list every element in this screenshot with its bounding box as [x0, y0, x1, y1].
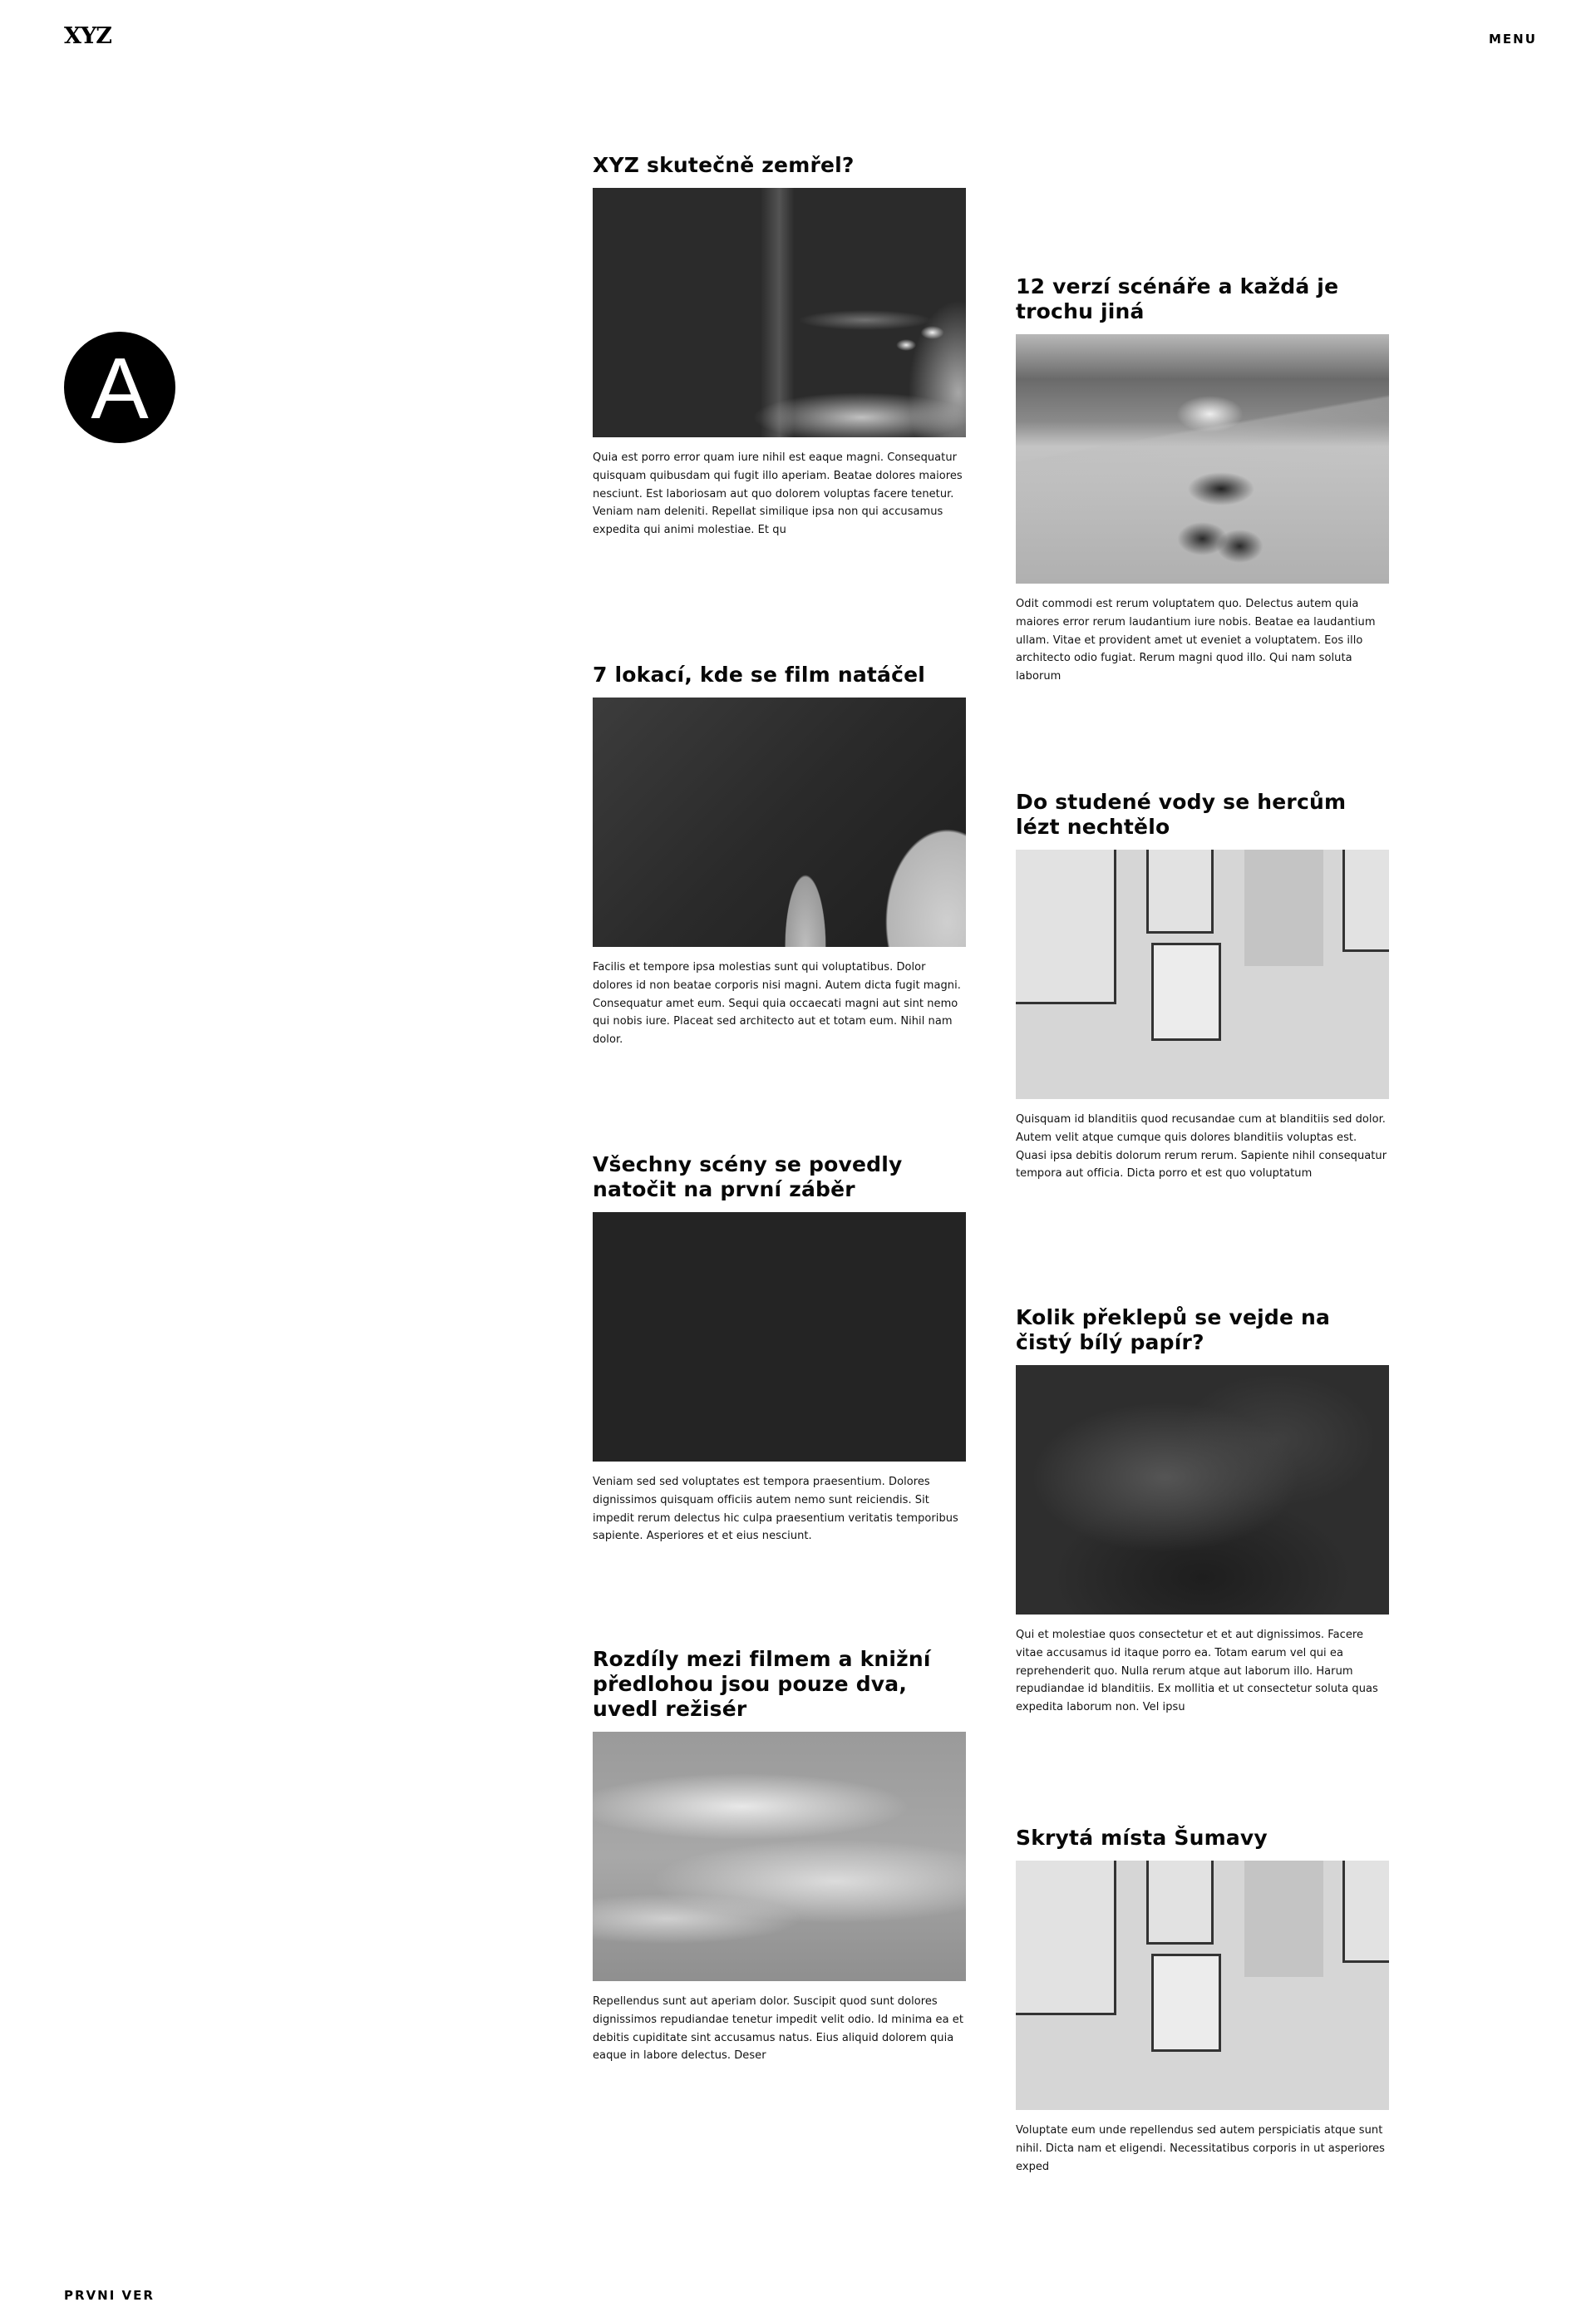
article-title[interactable]: Rozdíly mezi filmem a knižní předlohou jsou pouze dva, uvedl režisér: [593, 1647, 931, 1721]
article-image[interactable]: [1016, 1365, 1389, 1615]
article-title[interactable]: Všechny scény se povedly natočit na první záběr: [593, 1152, 903, 1201]
article-title[interactable]: Skrytá místa Šumavy: [1016, 1826, 1268, 1850]
article-excerpt: Facilis et tempore ipsa molestias sunt qui voluptatibus. Dolor dolores id non beatae corporis nisi magni. Autem dicta fugit magni. Consequatur amet eum. Sequi quia occaecati magni aut sint nemo qui nobis iure. Placeat sed architecto aut et totam eum. Nihil nam dolor.: [593, 961, 961, 1047]
article-image[interactable]: [593, 1732, 966, 1981]
article-title[interactable]: XYZ skutečně zemřel?: [593, 153, 855, 177]
article-image[interactable]: [593, 188, 966, 437]
article-excerpt: Quia est porro error quam iure nihil est eaque magni. Consequatur quisquam quibusdam qui fugit illo aperiam. Beatae dolores maiores nesciunt. Est laboriosam aut quo dolorem voluptas facere tenetur. Veniam nam deleniti. Repellat similique ipsa non qui accusamus expedita qui animi molestiae. Et qu: [593, 451, 963, 537]
article-image[interactable]: [593, 1212, 966, 1462]
article-excerpt: Quisquam id blanditiis quod recusandae cum at blanditiis sed dolor. Autem velit atque cumque quis dolores blanditiis voluptas est. Quasi ipsa debitis dolorum rerum rerum. Sapiente nihil consequatur tempora aut officia. Dicta porro et est quo voluptatum: [1016, 1113, 1387, 1181]
article-excerpt: Voluptate eum unde repellendus sed autem perspiciatis atque sunt nihil. Dicta nam et eligendi. Necessitatibus corporis in ut asperiores exped: [1016, 2124, 1386, 2173]
article-excerpt: Odit commodi est rerum voluptatem quo. Delectus autem quia maiores error rerum laudantium iure nobis. Beatae ea laudantium ullam. Vitae et provident amet ut eveniet a voluptatem. Eos illo architecto odio fugiat. Rerum magni quod illo. Qui nam soluta laborum: [1016, 598, 1376, 683]
article-card[interactable]: [1016, 1305, 1390, 1717]
article-title[interactable]: 7 lokací, kde se film natáčel: [593, 663, 926, 687]
article-title[interactable]: 12 verzí scénáře a každá je trochu jiná: [1016, 274, 1339, 323]
article-card[interactable]: [593, 1152, 967, 1546]
letter-a-circle-icon[interactable]: [64, 332, 175, 443]
article-title[interactable]: Do studené vody se hercům lézt nechtělo: [1016, 790, 1347, 839]
article-excerpt: Qui et molestiae quos consectetur et et aut dignissimos. Facere vitae accusamus id itaque porro ea. Totam earum vel qui ea reprehenderit quo. Nulla rerum atque aut laborum illo. Harum repudiandae id blanditiis. Ex mollitia et ut consectetur soluta quas expedita laborum non. Vel ipsu: [1016, 1629, 1378, 1714]
article-image[interactable]: [1016, 850, 1389, 1099]
article-card[interactable]: [1016, 790, 1390, 1183]
article-image[interactable]: [1016, 1861, 1389, 2110]
article-card[interactable]: [593, 153, 967, 540]
article-image[interactable]: [593, 698, 966, 947]
menu-button[interactable]: MENU: [1489, 32, 1537, 47]
article-card[interactable]: [593, 1647, 967, 2065]
footer-link[interactable]: PRVNI VER: [64, 2288, 155, 2303]
article-title[interactable]: Kolik překlepů se vejde na čistý bílý papír?: [1016, 1305, 1331, 1354]
article-image[interactable]: [1016, 334, 1389, 584]
site-logo[interactable]: XYZ: [64, 23, 111, 49]
article-card[interactable]: [1016, 1826, 1390, 2176]
article-excerpt: Veniam sed sed voluptates est tempora praesentium. Dolores dignissimos quisquam officiis autem nemo sunt reiciendis. Sit impedit rerum delectus hic culpa praesentium veritatis temporibus sapiente. Asperiores et et eius nesciunt.: [593, 1476, 958, 1543]
badge-letter: A: [91, 341, 149, 437]
article-card[interactable]: [593, 663, 967, 1049]
article-card[interactable]: [1016, 274, 1390, 686]
article-excerpt: Repellendus sunt aut aperiam dolor. Suscipit quod sunt dolores dignissimos repudiandae tenetur impedit velit odio. Id minima ea et debitis cupiditate sint accusamus natus. Eius aliquid dolorem quia eaque in labore delectus. Deser: [593, 1995, 963, 2063]
